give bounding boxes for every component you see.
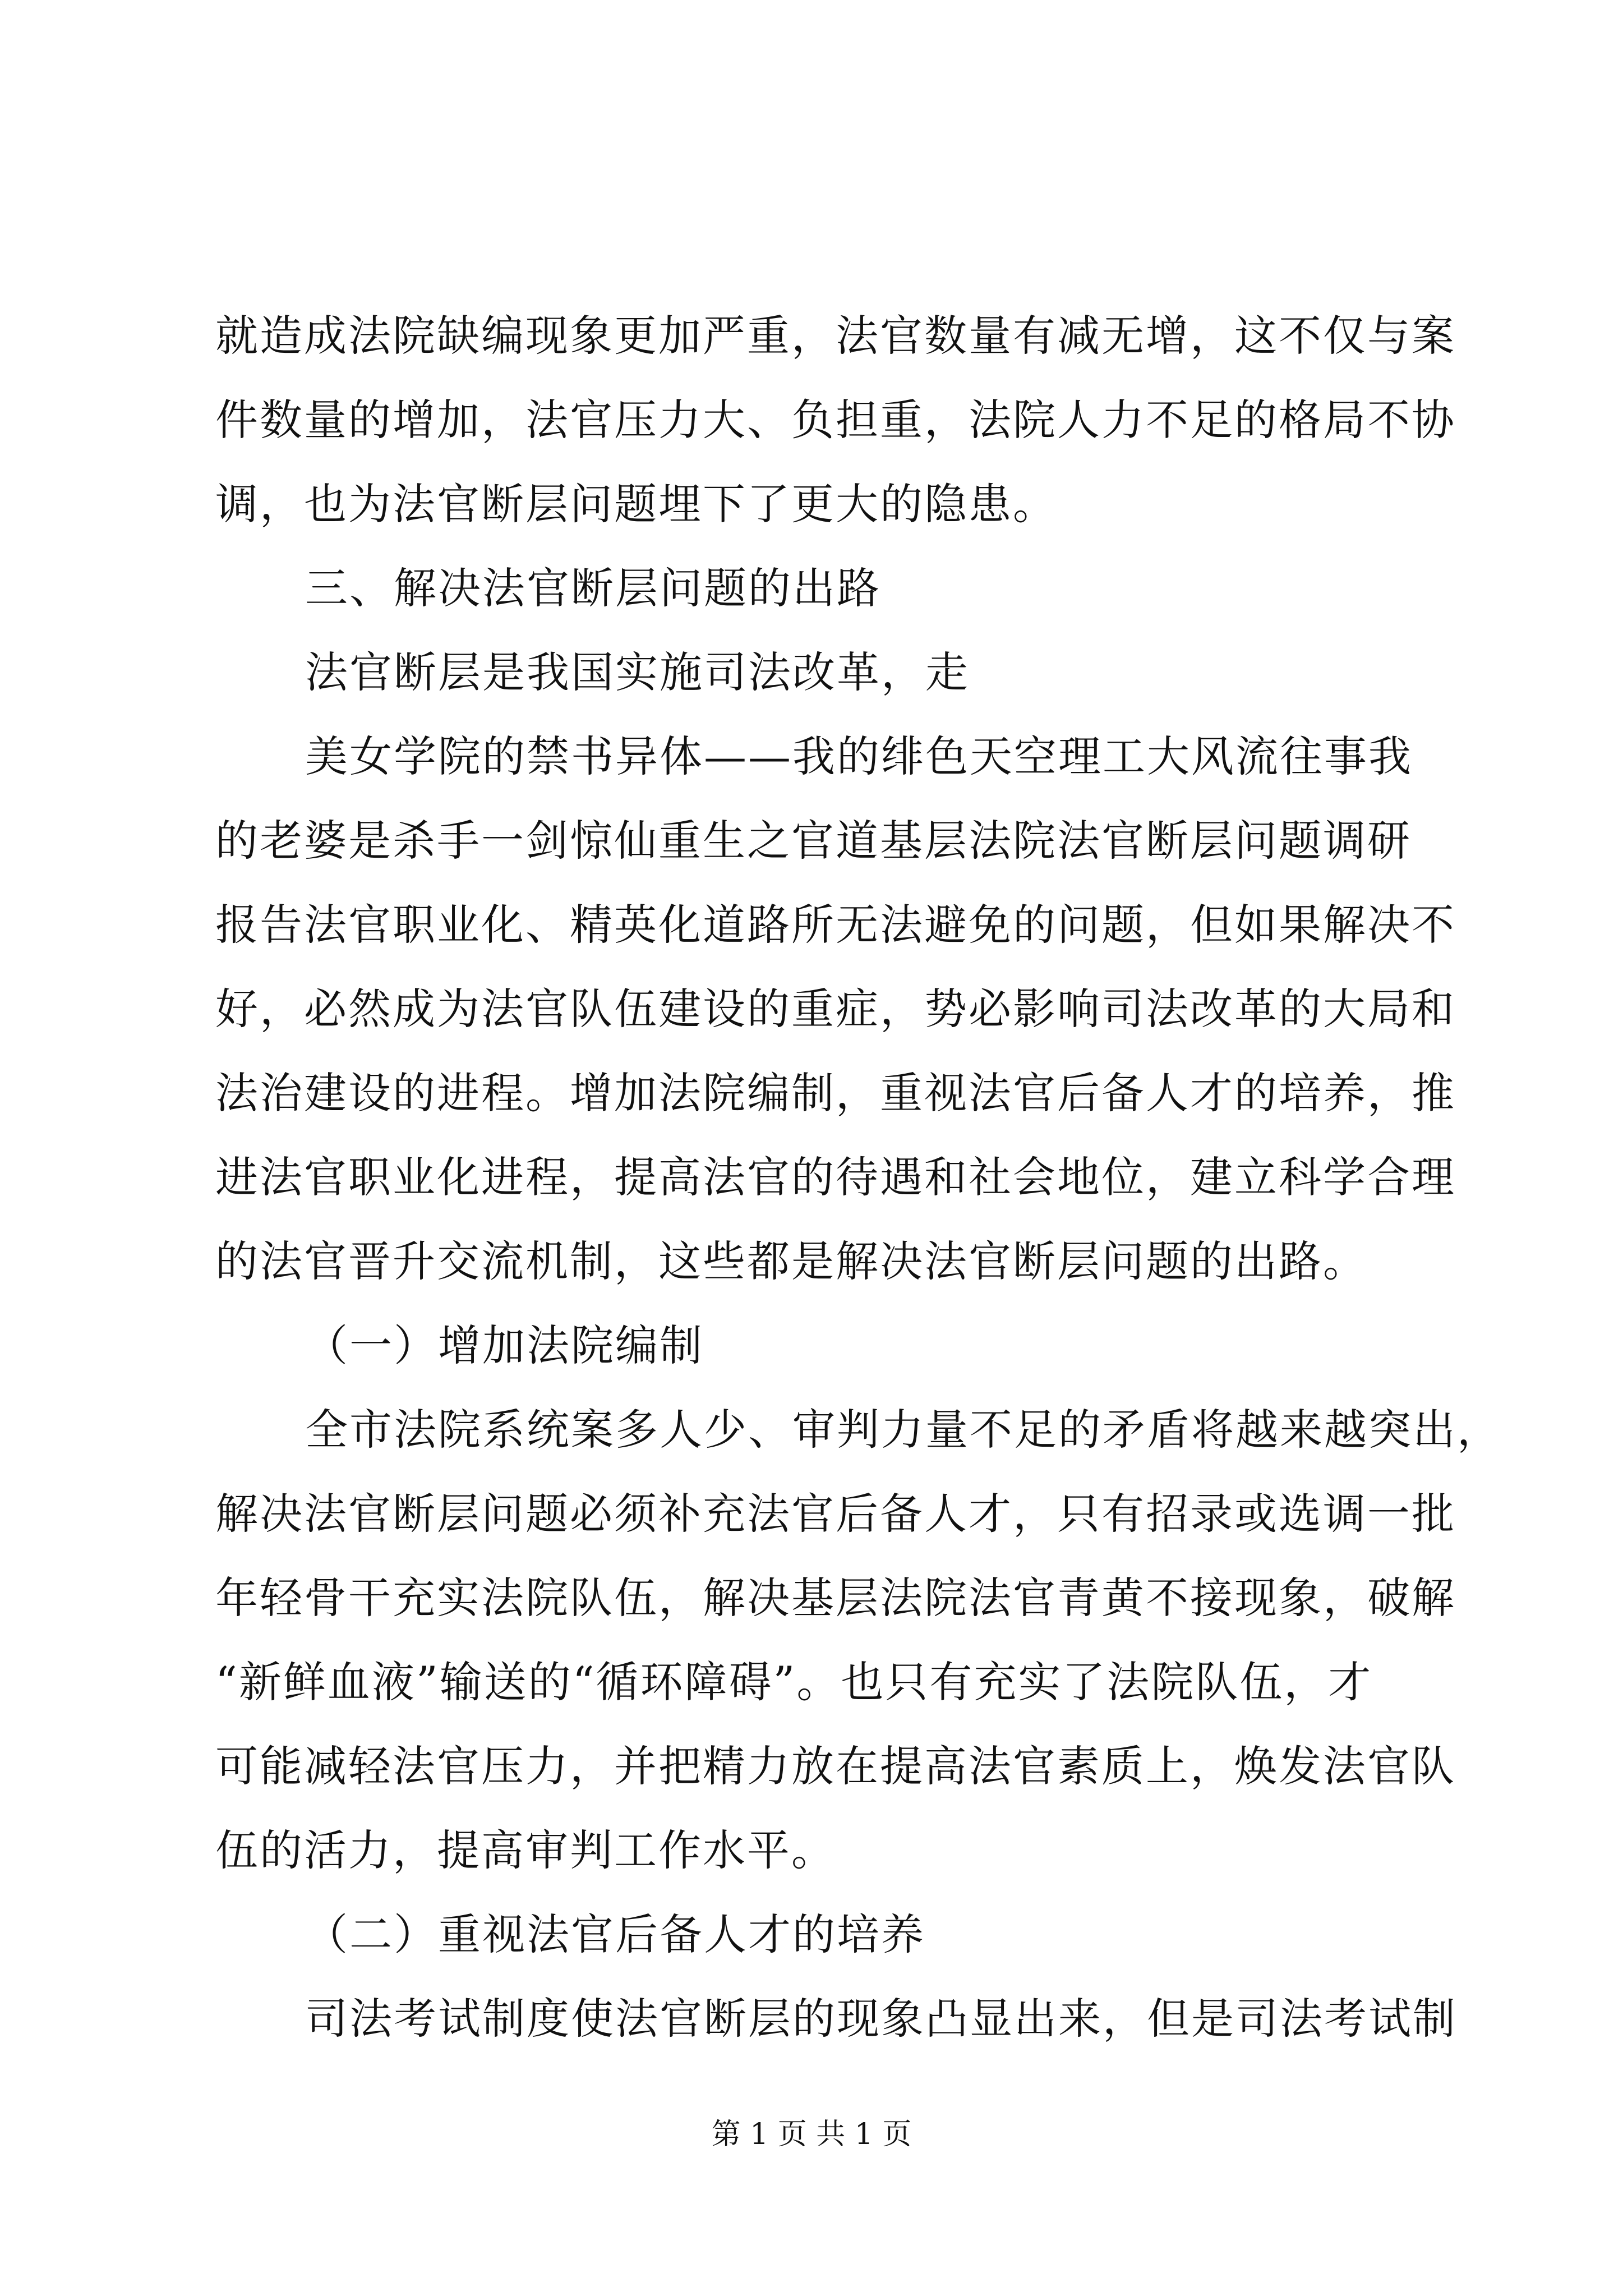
body-text-line: 可能减轻法官压力，并把精力放在提高法官素质上，焕发法官队 xyxy=(215,1741,1456,1791)
body-text-line: 进法官职业化进程，提高法官的待遇和社会地位，建立科学合理 xyxy=(215,1152,1456,1202)
paragraph-first-line: 司法考试制度使法官断层的现象凸显出来，但是司法考试制 xyxy=(305,1994,1457,2044)
page-footer: 第 1 页 共 1 页 xyxy=(711,2118,912,2151)
body-text-line: “新鲜血液”输送的“循环障碍”。也只有充实了法院队伍，才 xyxy=(215,1657,1373,1707)
paragraph-first-line: 全市法院系统案多人少、审判力量不足的矛盾将越来越突出， xyxy=(305,1405,1501,1455)
subsection-heading: （一）增加法院编制 xyxy=(305,1320,704,1370)
section-heading: 三、解决法官断层问题的出路 xyxy=(305,563,881,613)
body-text-line: 解决法官断层问题必须补充法官后备人才，只有招录或选调一批 xyxy=(215,1489,1456,1539)
body-text-line: 年轻骨干充实法院队伍，解决基层法院法官青黄不接现象，破解 xyxy=(215,1573,1456,1623)
body-text-line: 件数量的增加，法官压力大、负担重，法院人力不足的格局不协 xyxy=(215,395,1456,445)
body-text-line: 的法官晋升交流机制，这些都是解决法官断层问题的出路。 xyxy=(215,1236,1367,1286)
paragraph-first-line: 法官断层是我国实施司法改革，走 xyxy=(305,647,970,697)
subsection-heading: （二）重视法官后备人才的培养 xyxy=(305,1910,925,1959)
paragraph-first-line: 美女学院的禁书异体——我的绯色天空理工大风流往事我 xyxy=(305,731,1413,781)
body-text-line: 好，必然成为法官队伍建设的重症，势必影响司法改革的大局和 xyxy=(215,984,1456,1034)
body-text-line: 调，也为法官断层问题埋下了更大的隐患。 xyxy=(215,479,1057,529)
body-text-line: 的老婆是杀手一剑惊仙重生之官道基层法院法官断层问题调研 xyxy=(215,816,1412,866)
body-text-line: 法治建设的进程。增加法院编制，重视法官后备人才的培养，推 xyxy=(215,1068,1456,1118)
body-text-line: 伍的活力，提高审判工作水平。 xyxy=(215,1825,836,1875)
body-text-line: 就造成法院缺编现象更加严重，法官数量有减无增，这不仅与案 xyxy=(215,311,1456,361)
body-text-line: 报告法官职业化、精英化道路所无法避免的问题，但如果解决不 xyxy=(215,900,1456,950)
